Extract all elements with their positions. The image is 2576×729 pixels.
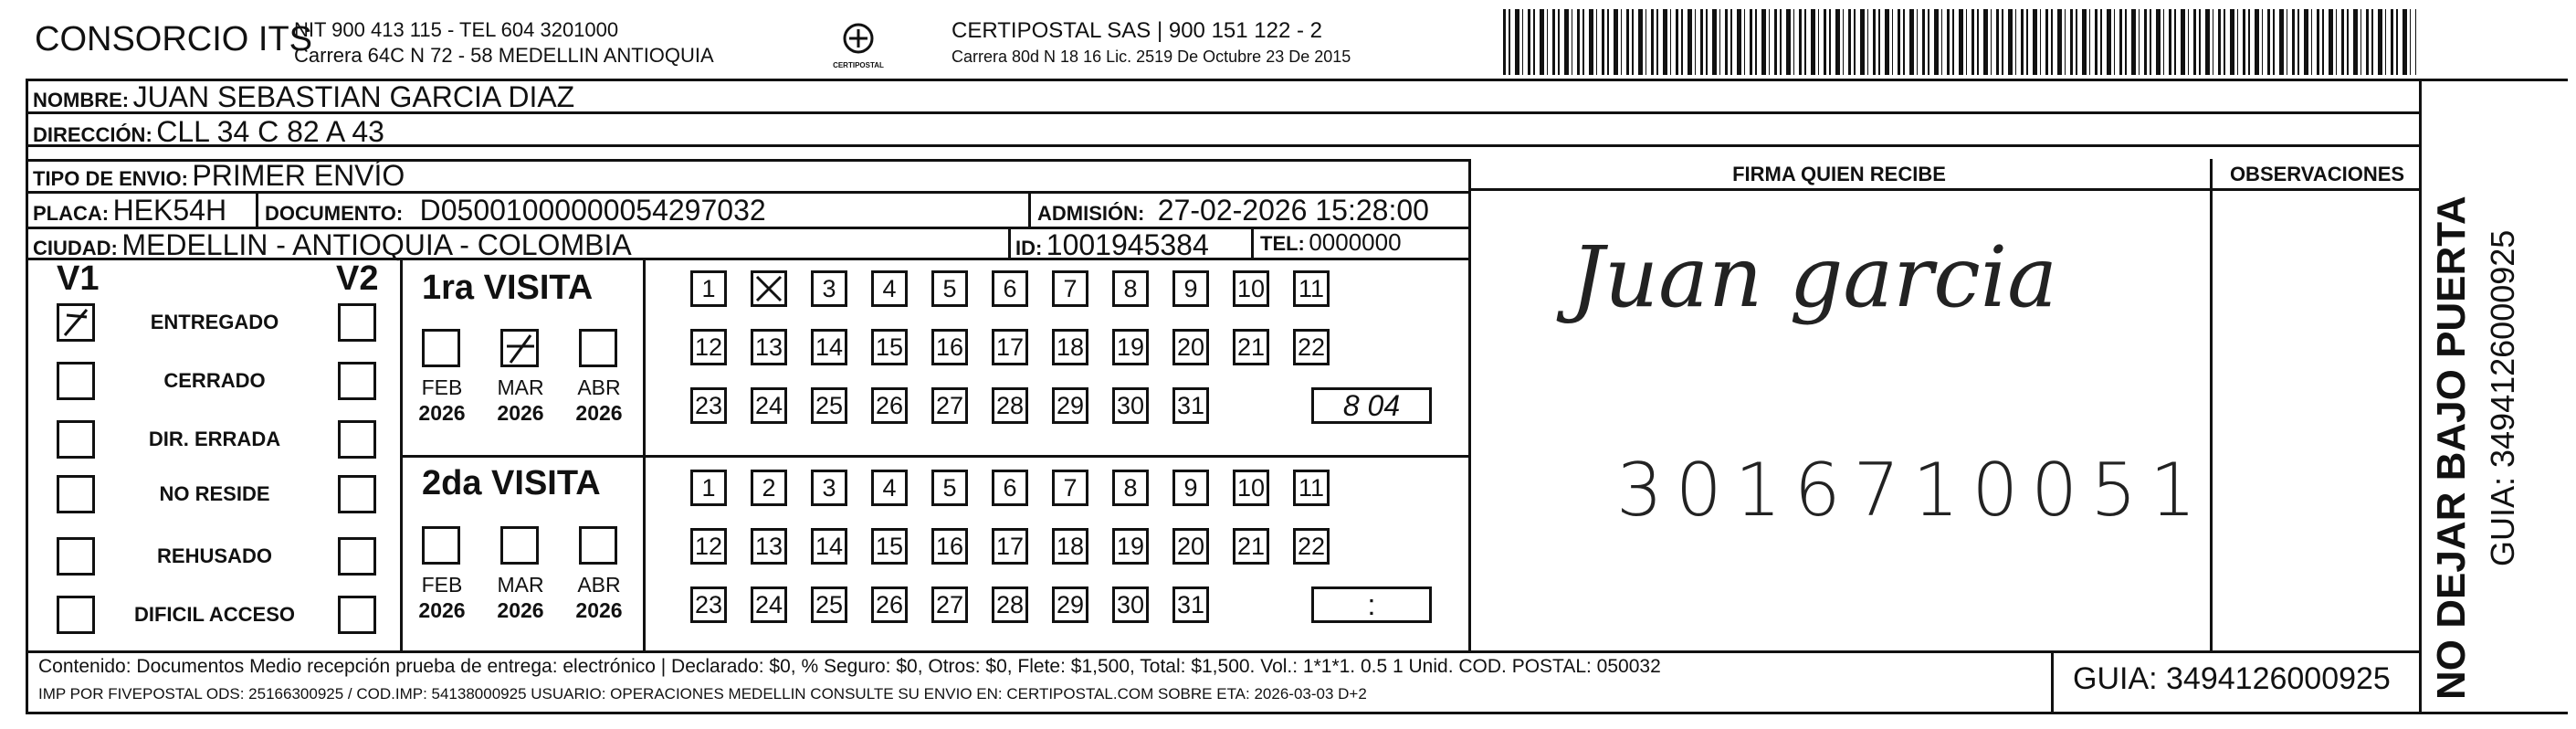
month-name: MAR <box>497 375 544 399</box>
type-row <box>33 159 405 193</box>
guide-box: GUIA: 3494126000925 <box>2073 661 2391 696</box>
day-box[interactable]: 23 <box>690 387 727 424</box>
day-box[interactable]: 19 <box>1112 329 1149 365</box>
id-label: ID: <box>1015 237 1043 259</box>
id-row <box>1015 228 1209 262</box>
day-box[interactable]: 31 <box>1172 586 1209 623</box>
day-box[interactable]: 10 <box>1233 270 1269 307</box>
footer-line2: IMP POR FIVEPOSTAL ODS: 25166300925 / COD.IMP: 54138000925 USUARIO: OPERACIONES MEDELLIN CONSULTE SU ENVIO EN: CERTIPOSTAL.COM SOBRE ETA: 2026-03-03 D+2 <box>38 685 1367 703</box>
tel-label: TEL: <box>1260 232 1305 255</box>
month-label <box>493 572 548 623</box>
day-box[interactable]: 27 <box>931 586 968 623</box>
day-box[interactable]: 26 <box>871 586 908 623</box>
signature-header: FIRMA QUIEN RECIBE <box>1732 163 1946 185</box>
status-v2-checkbox[interactable] <box>338 420 376 459</box>
company-name: CONSORCIO ITS <box>35 20 313 58</box>
day-box[interactable]: 11 <box>1293 270 1330 307</box>
month-year: 2026 <box>497 401 544 425</box>
month-checkbox[interactable] <box>579 329 617 367</box>
day-box[interactable]: 5 <box>931 270 968 307</box>
status-v1-checkbox[interactable] <box>57 362 95 400</box>
day-box[interactable]: 1 <box>690 270 727 307</box>
day-box[interactable]: 27 <box>931 387 968 424</box>
day-box[interactable]: 24 <box>751 387 787 424</box>
status-v1-checkbox[interactable] <box>57 475 95 513</box>
plate-label: PLACA: <box>33 202 110 225</box>
type-label: TIPO DE ENVIO: <box>33 167 188 190</box>
day-box[interactable]: 4 <box>871 270 908 307</box>
day-box[interactable]: 7 <box>1052 470 1088 506</box>
day-box[interactable]: 5 <box>931 470 968 506</box>
admission-row <box>1037 194 1429 227</box>
address-label: DIRECCIÓN: <box>33 123 152 146</box>
city-row <box>33 228 632 262</box>
day-box[interactable]: 3 <box>811 270 847 307</box>
day-box[interactable]: 31 <box>1172 387 1209 424</box>
side-warning-big: NO DEJAR BAJO PUERTA <box>2429 195 2474 700</box>
v2-label: V2 <box>336 259 379 298</box>
status-v2-checkbox[interactable] <box>338 475 376 513</box>
day-box[interactable]: 22 <box>1293 329 1330 365</box>
day-box[interactable]: 2 <box>751 470 787 506</box>
status-v1-checkbox[interactable] <box>57 537 95 576</box>
day-box[interactable]: 14 <box>811 528 847 565</box>
status-label: DIFICIL ACCESO <box>133 603 295 626</box>
day-box[interactable]: 28 <box>992 586 1028 623</box>
day-box[interactable]: 29 <box>1052 387 1088 424</box>
status-label: REHUSADO <box>157 544 272 567</box>
day-box[interactable]: 25 <box>811 586 847 623</box>
day-box[interactable]: 26 <box>871 387 908 424</box>
month-checkbox[interactable] <box>422 526 460 565</box>
day-box[interactable]: 13 <box>751 329 787 365</box>
day-box[interactable]: 13 <box>751 528 787 565</box>
name-row <box>33 80 574 114</box>
day-box[interactable]: 9 <box>1172 270 1209 307</box>
month-label <box>572 375 626 426</box>
status-label: CERRADO <box>163 369 266 392</box>
day-box[interactable]: 6 <box>992 470 1028 506</box>
day-box[interactable]: 25 <box>811 387 847 424</box>
city-label: CIUDAD: <box>33 237 118 259</box>
month-name: FEB <box>421 375 463 399</box>
day-box[interactable]: 21 <box>1233 329 1269 365</box>
plate-value: HEK54H <box>112 194 227 227</box>
month-checkbox[interactable] <box>422 329 460 367</box>
month-year: 2026 <box>575 401 623 425</box>
day-box[interactable]: 8 <box>1112 470 1149 506</box>
day-box[interactable] <box>751 270 787 307</box>
status-label: DIR. ERRADA <box>148 428 281 450</box>
day-box[interactable]: 22 <box>1293 528 1330 565</box>
month-label <box>572 572 626 623</box>
document-value: D05001000000054297032 <box>419 194 766 227</box>
month-year: 2026 <box>497 598 544 622</box>
month-year: 2026 <box>418 598 466 622</box>
day-box[interactable]: 24 <box>751 586 787 623</box>
day-box[interactable]: 30 <box>1112 387 1149 424</box>
day-box[interactable]: 10 <box>1233 470 1269 506</box>
month-checkbox[interactable] <box>500 526 539 565</box>
visit-time-box[interactable]: 8 04 <box>1311 387 1432 424</box>
address-row <box>33 115 384 149</box>
side-warning <box>2429 79 2566 714</box>
day-box[interactable]: 15 <box>871 528 908 565</box>
day-box[interactable]: 17 <box>992 528 1028 565</box>
day-box[interactable]: 4 <box>871 470 908 506</box>
v1-label: V1 <box>57 259 100 298</box>
month-checkbox[interactable] <box>500 329 539 367</box>
status-v2-checkbox[interactable] <box>338 362 376 400</box>
logo-text: CERTIPOSTAL <box>833 61 884 69</box>
day-box[interactable]: 8 <box>1112 270 1149 307</box>
day-box[interactable]: 15 <box>871 329 908 365</box>
recipient-address: CLL 34 C 82 A 43 <box>156 115 384 148</box>
day-box[interactable]: 29 <box>1052 586 1088 623</box>
barcode <box>1503 9 2416 75</box>
day-box[interactable]: 23 <box>690 586 727 623</box>
month-name: FEB <box>421 573 463 597</box>
status-label: ENTREGADO <box>150 311 279 333</box>
day-box[interactable]: 7 <box>1052 270 1088 307</box>
day-box[interactable]: 12 <box>690 528 727 565</box>
status-v1-checkbox[interactable] <box>57 420 95 459</box>
shipment-type: PRIMER ENVÍO <box>192 159 405 192</box>
month-year: 2026 <box>418 401 466 425</box>
month-label <box>415 572 469 623</box>
company-line1: NIT 900 413 115 - TEL 604 3201000 <box>294 18 619 41</box>
name-label: NOMBRE: <box>33 89 130 111</box>
courier-line2: Carrera 80d N 18 16 Lic. 2519 De Octubre 23 De 2015 <box>952 48 1351 66</box>
recipient-name: JUAN SEBASTIAN GARCIA DIAZ <box>132 80 575 113</box>
month-checkbox[interactable] <box>579 526 617 565</box>
day-box[interactable]: 11 <box>1293 470 1330 506</box>
day-box[interactable]: 17 <box>992 329 1028 365</box>
certipostal-logo <box>831 20 886 71</box>
month-name: ABR <box>577 375 621 399</box>
courier-line1: CERTIPOSTAL SAS | 900 151 122 - 2 <box>952 18 1322 43</box>
second-visit-title: 2da VISITA <box>422 464 601 502</box>
day-box[interactable]: 9 <box>1172 470 1209 506</box>
day-box[interactable]: 16 <box>931 528 968 565</box>
handwritten-phone: 3016710051 <box>1616 448 2209 533</box>
company-line2: Carrera 64C N 72 - 58 MEDELLIN ANTIOQUIA <box>294 44 714 67</box>
day-box[interactable]: 6 <box>992 270 1028 307</box>
day-box[interactable]: 3 <box>811 470 847 506</box>
status-v2-checkbox[interactable] <box>338 596 376 634</box>
day-box[interactable]: 28 <box>992 387 1028 424</box>
day-box[interactable]: 14 <box>811 329 847 365</box>
day-box[interactable]: 19 <box>1112 528 1149 565</box>
handwritten-name: Juan garcia <box>1571 228 2057 326</box>
document-row <box>265 194 766 227</box>
tel-row <box>1260 228 1402 257</box>
month-label <box>493 375 548 426</box>
observations-header: OBSERVACIONES <box>2229 163 2405 185</box>
month-name: ABR <box>577 573 621 597</box>
day-box[interactable]: 21 <box>1233 528 1269 565</box>
status-v1-checkbox[interactable] <box>57 303 95 342</box>
day-box[interactable]: 1 <box>690 470 727 506</box>
day-box[interactable]: 16 <box>931 329 968 365</box>
document-label: DOCUMENTO: <box>265 202 404 225</box>
status-v2-checkbox[interactable] <box>338 537 376 576</box>
day-box[interactable]: 20 <box>1172 329 1209 365</box>
footer-line1: Contenido: Documentos Medio recepción prueba de entrega: electrónico | Declarado: $0, % Seguro: $0, Otros: $0, Flete: $1,500, Total: $1,500. Vol.: 1*1*1. 0.5 1 Unid. COD. POSTAL: 050032 <box>38 656 1661 677</box>
side-guide: GUIA: 3494126000925 <box>2484 229 2521 566</box>
city-value: MEDELLIN - ANTIOQUIA - COLOMBIA <box>121 228 632 261</box>
month-year: 2026 <box>575 598 623 622</box>
day-box[interactable]: 18 <box>1052 329 1088 365</box>
tel-value: 0000000 <box>1309 228 1402 256</box>
id-value: 1001945384 <box>1046 228 1209 261</box>
first-visit-title: 1ra VISITA <box>422 269 594 307</box>
month-name: MAR <box>497 573 544 597</box>
plate-row <box>33 194 226 227</box>
day-box[interactable]: 30 <box>1112 586 1149 623</box>
visit-time-box[interactable]: : <box>1311 586 1432 623</box>
day-box[interactable]: 20 <box>1172 528 1209 565</box>
status-v2-checkbox[interactable] <box>338 303 376 342</box>
admission-value: 27-02-2026 15:28:00 <box>1157 194 1429 227</box>
month-label <box>415 375 469 426</box>
status-v1-checkbox[interactable] <box>57 596 95 634</box>
admission-label: ADMISIÓN: <box>1037 202 1145 225</box>
day-box[interactable]: 12 <box>690 329 727 365</box>
status-label: NO RESIDE <box>159 482 270 505</box>
day-box[interactable]: 18 <box>1052 528 1088 565</box>
